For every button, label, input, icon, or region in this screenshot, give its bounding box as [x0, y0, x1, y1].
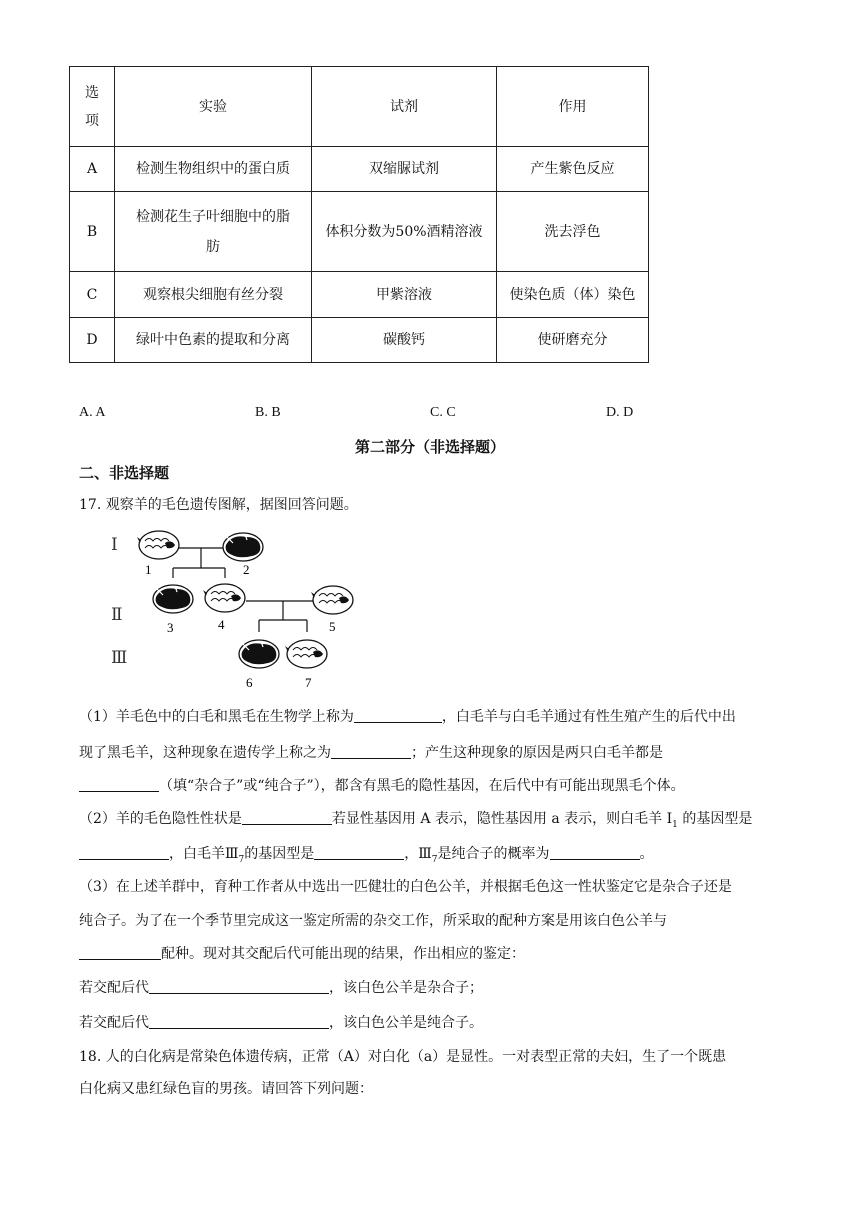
cell: 碳酸钙: [312, 318, 497, 363]
pedigree-diagram: [105, 528, 365, 693]
q17-stem: 17. 观察羊的毛色遗传图解，据图回答问题。: [79, 497, 358, 513]
answer-blank[interactable]: [79, 777, 159, 792]
answer-blank[interactable]: [331, 744, 411, 759]
generation-label: Ⅲ: [111, 648, 128, 668]
individual-label: 2: [243, 562, 250, 577]
q17-part2-line1: （2）羊的毛色隐性性状是 若显性基因用 A 表示，隐性基因用 a 表示，则白毛羊 $I_1$ 的基因型是: [79, 811, 753, 830]
cell: A: [70, 147, 115, 192]
option-c[interactable]: C. C: [430, 405, 456, 420]
q17-part1-line1: （1）羊毛色中的白毛和黑毛在生物学上称为 ，白毛羊与白毛羊通过有性生殖产生的后代中出: [79, 709, 736, 725]
generation-label: Ⅱ: [111, 605, 123, 625]
black-sheep-icon: [239, 640, 279, 668]
cell: 绿叶中色素的提取和分离: [115, 318, 312, 363]
black-sheep-icon: [153, 585, 193, 613]
option-b[interactable]: B. B: [255, 405, 281, 420]
cell: B: [70, 192, 115, 272]
cell: 使染色质（体）染色: [497, 272, 649, 318]
table-row: [70, 272, 649, 318]
table-header-row: [70, 67, 649, 147]
header-option: 选 项: [70, 67, 115, 147]
answer-blank[interactable]: [354, 708, 442, 723]
answer-blank[interactable]: [149, 1014, 329, 1029]
q17-part3-line2: 纯合子。为了在一个季节里完成这一鉴定所需的杂交工作，所采取的配种方案是用该白色公羊与: [79, 913, 667, 929]
cell: 洗去浮色: [497, 192, 649, 272]
q17-part1-line3: （填“杂合子”或“纯合子”），都含有黑毛的隐性基因，在后代中有可能出现黑毛个体。: [79, 775, 685, 795]
individual-label: 3: [167, 620, 174, 635]
q17-part1-line2: 现了黑毛羊，这种现象在遗传学上称之为 ；产生这种现象的原因是两只白毛羊都是: [79, 745, 663, 761]
individual-label: 4: [218, 617, 225, 632]
cell: D: [70, 318, 115, 363]
cell: 体积分数为50%酒精溶液: [312, 192, 497, 272]
q17-part3-line5: 若交配后代 ，该白色公羊是纯合子。: [79, 1015, 483, 1031]
option-d[interactable]: D. D: [606, 405, 634, 420]
cell: 观察根尖细胞有丝分裂: [115, 272, 312, 318]
header-function: 作用: [497, 67, 649, 147]
q18-line2: 白化病又患红绿色盲的男孩。请回答下列问题：: [79, 1081, 373, 1097]
option-a[interactable]: A. A: [79, 405, 106, 420]
cell: 甲紫溶液: [312, 272, 497, 318]
cell: 使研磨充分: [497, 318, 649, 363]
answer-blank[interactable]: [314, 845, 404, 860]
individual-label: 1: [145, 562, 152, 577]
part2-title: 第二部分（非选择题）: [354, 438, 505, 456]
q18-line1: 18. 人的白化病是常染色体遗传病，正常（A）对白化（a）是显性。一对表型正常的夫妇，生了一个既患: [79, 1049, 727, 1065]
answer-blank[interactable]: [79, 845, 169, 860]
white-sheep-icon: [137, 531, 179, 559]
cell: 检测生物组织中的蛋白质: [115, 147, 312, 192]
q17-part3-line1: （3）在上述羊群中，育种工作者从中选出一匹健壮的白色公羊，并根据毛色这一性状鉴定它是杂合子还是: [79, 879, 732, 895]
individual-label: 6: [246, 675, 253, 690]
q17-part3-line4: 若交配后代 ，该白色公羊是杂合子；: [79, 980, 483, 996]
experiment-table: [69, 66, 649, 363]
q17-part3-line3: 配种。现对其交配后代可能出现的结果，作出相应的鉴定：: [79, 943, 525, 963]
answer-blank[interactable]: [79, 945, 161, 960]
table-row: [70, 192, 649, 272]
white-sheep-icon: [311, 586, 353, 614]
cell: 产生紫色反应: [497, 147, 649, 192]
individual-label: 5: [329, 619, 336, 634]
white-sheep-icon: [285, 640, 327, 668]
answer-blank[interactable]: [149, 979, 329, 994]
table-row: [70, 318, 649, 363]
individual-label: 7: [305, 675, 312, 690]
table-row: [70, 147, 649, 192]
cell: C: [70, 272, 115, 318]
answer-blank[interactable]: [242, 810, 332, 825]
black-sheep-icon: [223, 533, 263, 561]
header-experiment: 实验: [115, 67, 312, 147]
answer-blank[interactable]: [550, 845, 640, 860]
header-reagent: 试剂: [312, 67, 497, 147]
generation-label: Ⅰ: [111, 535, 118, 555]
section-title: 二、非选择题: [79, 464, 170, 482]
q17-part2-line2: ，白毛羊$Ⅲ_7$的基因型是 ，$Ⅲ_7$是纯合子的概率为 。: [79, 843, 654, 865]
white-sheep-icon: [203, 584, 245, 612]
cell: 双缩脲试剂: [312, 147, 497, 192]
cell: 检测花生子叶细胞中的脂肪: [115, 192, 312, 272]
